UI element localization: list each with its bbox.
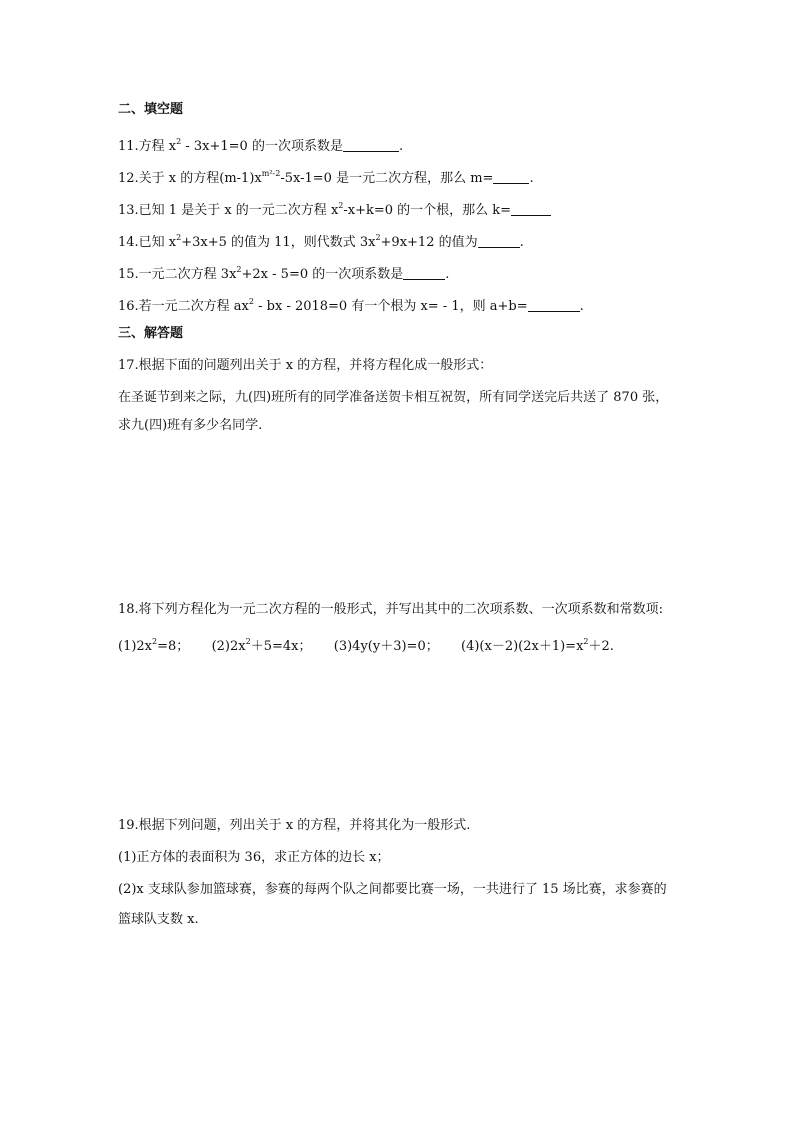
question-13: 13.已知 1 是关于 x 的一元二次方程 $x^2-x+k=0$ 的一个根，那么 k= (118, 198, 551, 219)
question-19-part-1: (1)正方体的表面积为 36，求正方体的边长 x； (118, 850, 390, 865)
answer-blank[interactable] (528, 299, 580, 312)
question-17-body: 在圣诞节到来之际，九(四)班所有的同学准备送贺卡相互祝贺，所有同学送完后共送了 870 张， (118, 390, 669, 405)
q18-item-3: (3)4y(y＋3)=0； (333, 639, 439, 654)
question-15: 15.一元二次方程 $3x^2+2x - 5=0$ 的一次项系数是 . (118, 265, 450, 282)
question-19-part-2: (2)x 支球队参加篮球赛，参赛的每两个队之间都要比赛一场，一共进行了 15 场比赛，求参赛的 (118, 882, 667, 897)
question-11: 11.方程 $x^2 - 3x+1=0$ 的一次项系数是 . (118, 137, 404, 154)
section-title-fill-in: 二、填空题 (118, 102, 184, 117)
answer-blank[interactable] (493, 171, 529, 184)
question-18-prompt: 18.将下列方程化为一元二次方程的一般形式，并写出其中的二次项系数、一次项系数和常数项: (118, 602, 664, 617)
question-19-prompt: 19.根据下列问题，列出关于 x 的方程，并将其化为一般形式. (118, 818, 471, 833)
answer-blank[interactable] (343, 139, 399, 152)
q18-item-4: $(4)(x-2)(2x+1)=x^2+2$. (461, 637, 614, 654)
q18-item-2: $(2)2x^2+5=4x$； (211, 637, 312, 654)
question-19-part-2-cont: 篮球队支数 x. (118, 912, 199, 927)
answer-blank[interactable] (478, 235, 520, 248)
question-18-items (118, 634, 614, 655)
question-12: 12.关于 x 的方程$(m-1)x^{m^2-2}-5x-1=0$ 是一元二次方程，那么 m= . (118, 169, 534, 186)
answer-blank[interactable] (403, 267, 445, 280)
section-title-answer: 三、解答题 (118, 326, 184, 341)
question-17-prompt: 17.根据下面的问题列出关于 x 的方程，并将方程化成一般形式： (118, 358, 493, 373)
question-14: 14.已知 $x^2+3x+5$ 的值为 11，则代数式 $3x^2+9x+12$ 的值为 . (118, 233, 524, 250)
question-17-body-cont: 求九(四)班有多少名同学. (118, 418, 263, 433)
q18-item-1: $(1)2x^2=8$； (118, 637, 190, 654)
answer-blank[interactable] (511, 203, 551, 216)
question-16: 16.若一元二次方程 $ax^2$ - bx - 2018=0 有一个根为 x= - 1，则 a+b= . (118, 297, 584, 314)
